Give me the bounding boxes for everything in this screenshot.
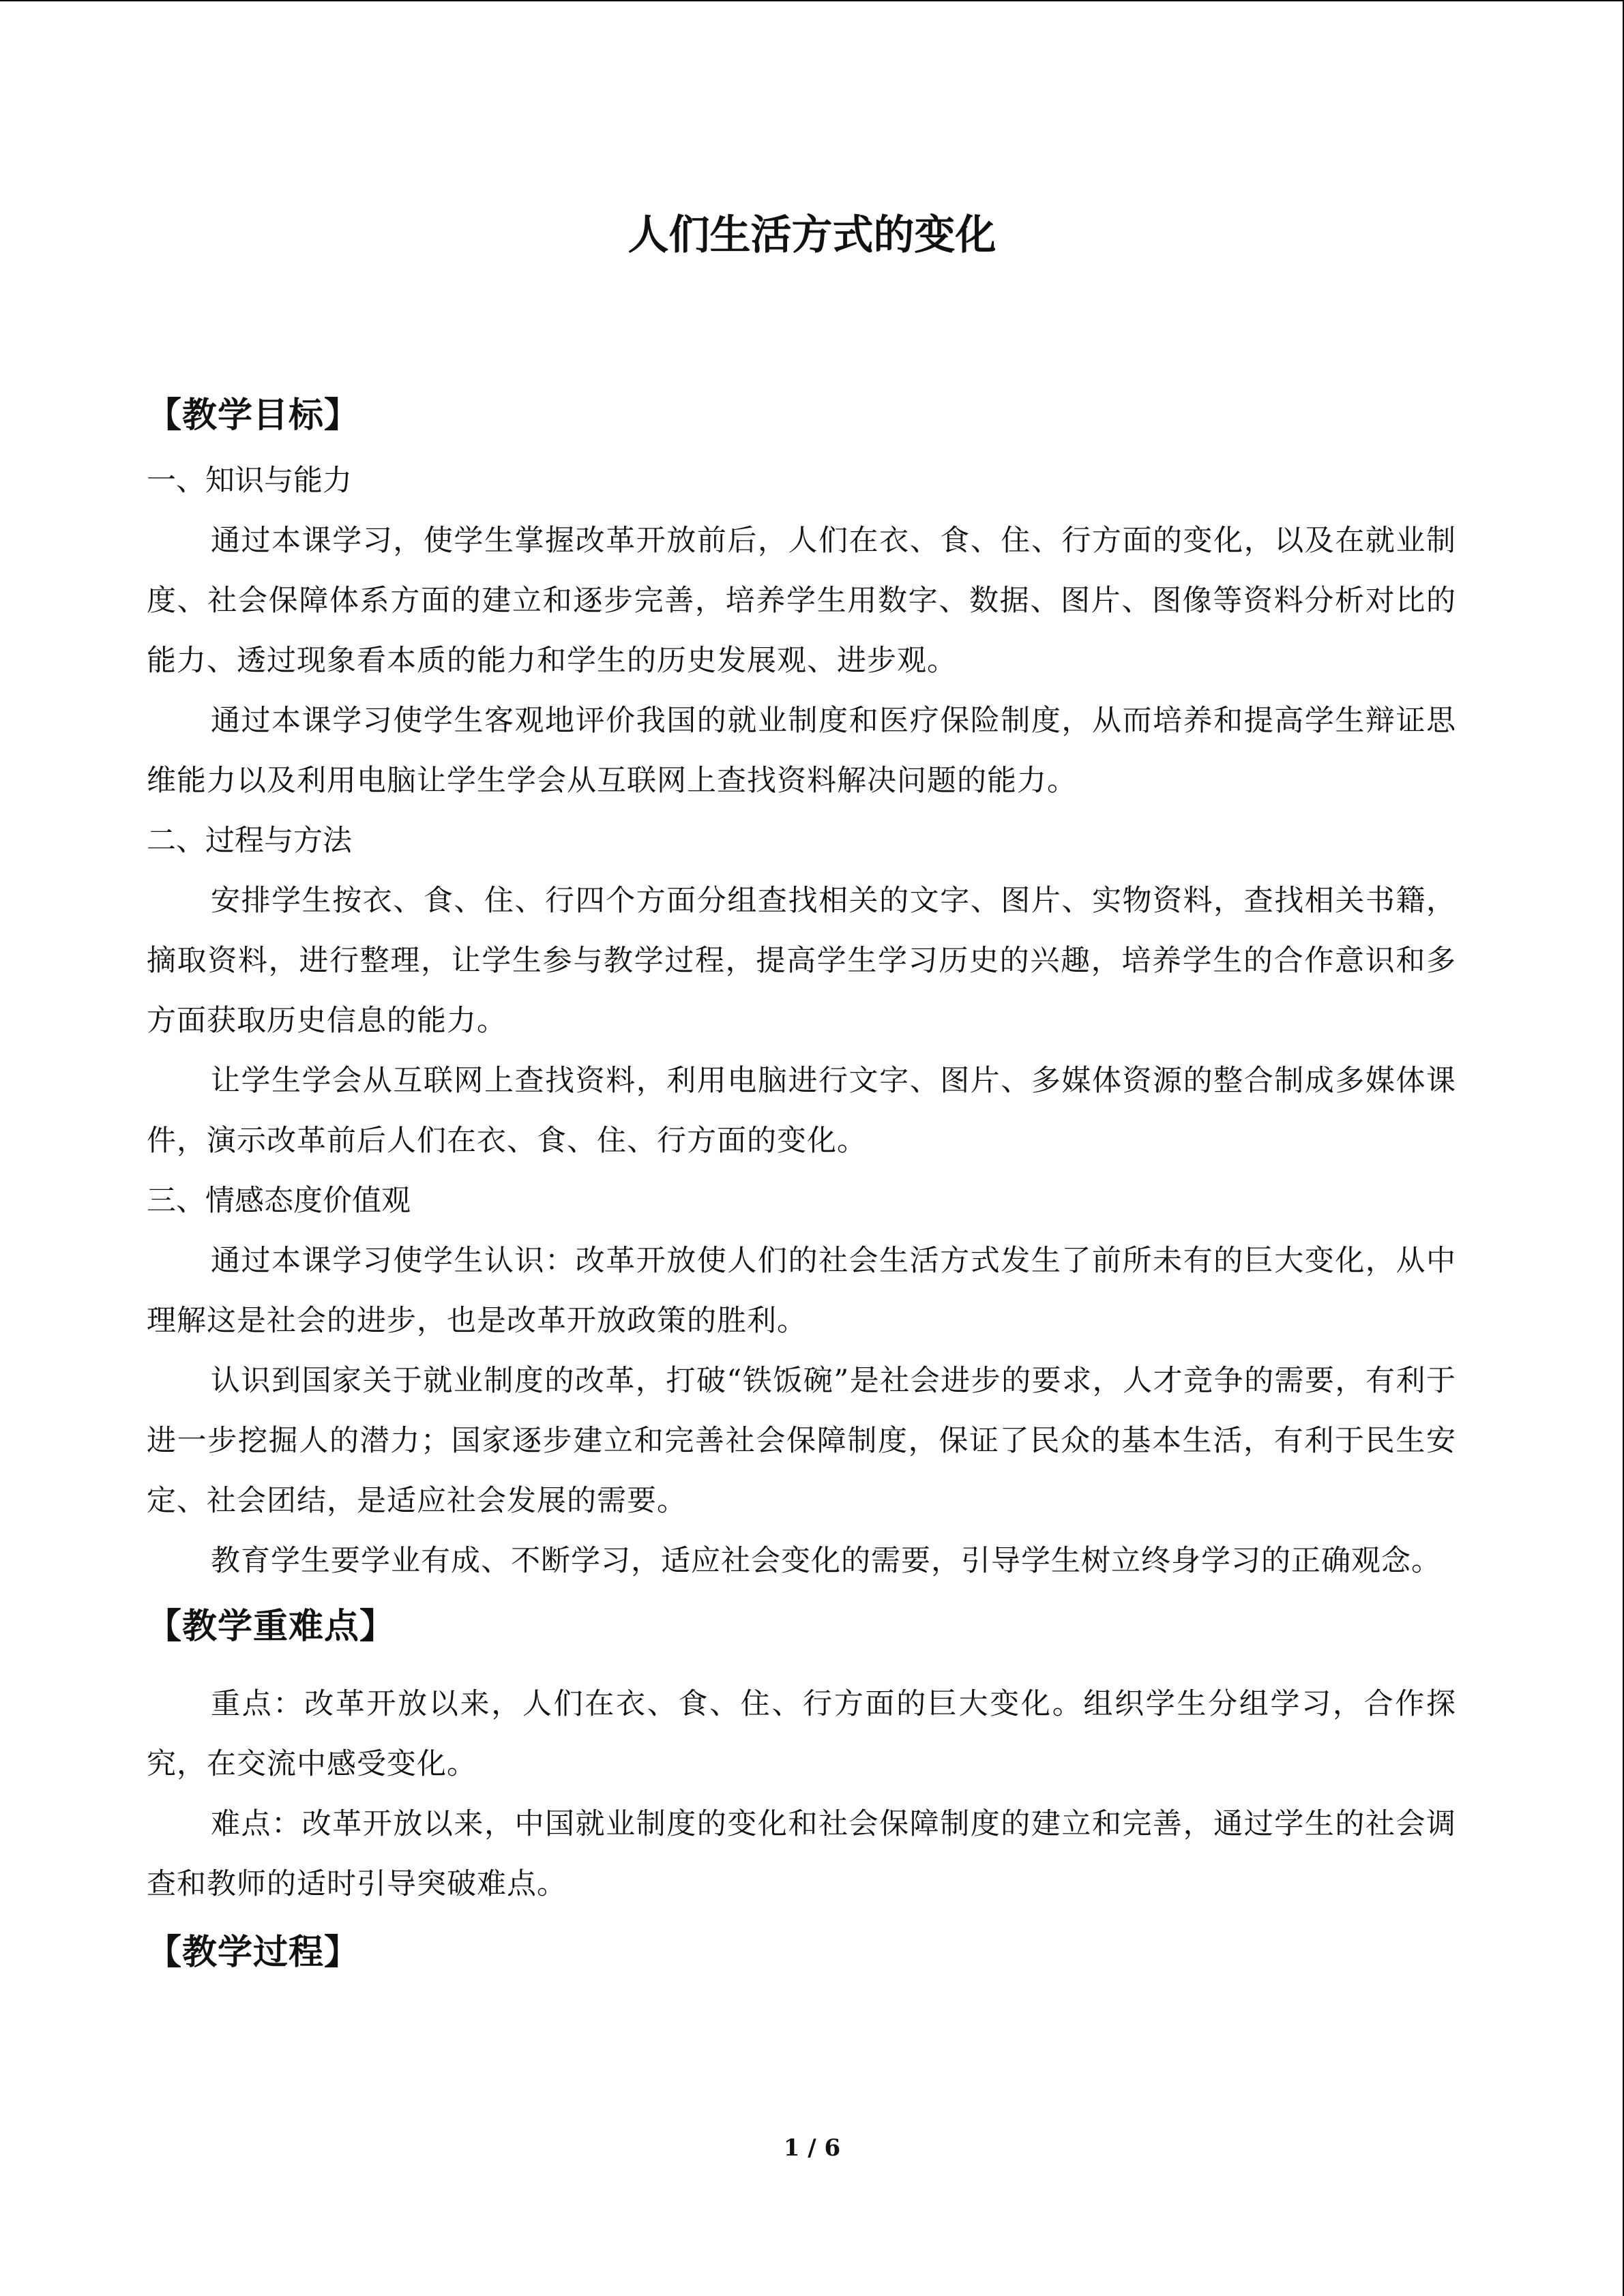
paragraph: 通过本课学习使学生客观地评价我国的就业制度和医疗保险制度，从而培养和提高学生辩证思维能力以及利用电脑让学生学会从互联网上查找资料解决问题的能力。 <box>147 704 1456 798</box>
subsection-heading-knowledge-ability: 一、知识与能力 <box>147 464 352 498</box>
paragraph: 通过本课学习使学生认识：改革开放使人们的社会生活方式发生了前所未有的巨大变化，从中理解这是社会的进步，也是改革开放政策的胜利。 <box>147 1244 1456 1338</box>
subsection-heading-emotion-values: 三、情感态度价值观 <box>147 1184 411 1218</box>
section-heading-key-difficult-points: 【教学重难点】 <box>147 1607 396 1647</box>
subsection-heading-process-method: 二、过程与方法 <box>147 824 352 858</box>
paragraph: 重点：改革开放以来，人们在衣、食、住、行方面的巨大变化。组织学生分组学习，合作探究，在交流中感受变化。 <box>147 1687 1456 1781</box>
page-number: 1 / 6 <box>783 2134 841 2162</box>
paragraph: 安排学生按衣、食、住、行四个方面分组查找相关的文字、图片、实物资料，查找相关书籍，摘取资料，进行整理，让学生参与教学过程，提高学生学习历史的兴趣，培养学生的合作意识和多方面获取历史信息的能力。 <box>147 884 1456 1038</box>
document-body <box>147 385 1456 1984</box>
paragraph: 难点：改革开放以来，中国就业制度的变化和社会保障制度的建立和完善，通过学生的社会调查和教师的适时引导突破难点。 <box>147 1807 1456 1901</box>
paragraph: 教育学生要学业有成、不断学习，适应社会变化的需要，引导学生树立终身学习的正确观念。 <box>211 1544 1441 1578</box>
section-heading-teaching-objectives: 【教学目标】 <box>147 396 360 436</box>
paragraph: 通过本课学习，使学生掌握改革开放前后，人们在衣、食、住、行方面的变化，以及在就业制度、社会保障体系方面的建立和逐步完善，培养学生用数字、数据、图片、图像等资料分析对比的能力、透过现象看本质的能力和学生的历史发展观、进步观。 <box>147 524 1456 678</box>
top-border-line <box>0 0 1624 1</box>
document-title: 人们生活方式的变化 <box>628 211 996 259</box>
paragraph: 让学生学会从互联网上查找资料，利用电脑进行文字、图片、多媒体资源的整合制成多媒体课件，演示改革前后人们在衣、食、住、行方面的变化。 <box>147 1064 1456 1158</box>
section-heading-teaching-process: 【教学过程】 <box>147 1933 360 1973</box>
paragraph: 认识到国家关于就业制度的改革，打破“铁饭碗”是社会进步的要求，人才竞争的需要，有利于进一步挖掘人的潜力；国家逐步建立和完善社会保障制度，保证了民众的基本生活，有利于民生安定、社会团结，是适应社会发展的需要。 <box>147 1364 1456 1518</box>
